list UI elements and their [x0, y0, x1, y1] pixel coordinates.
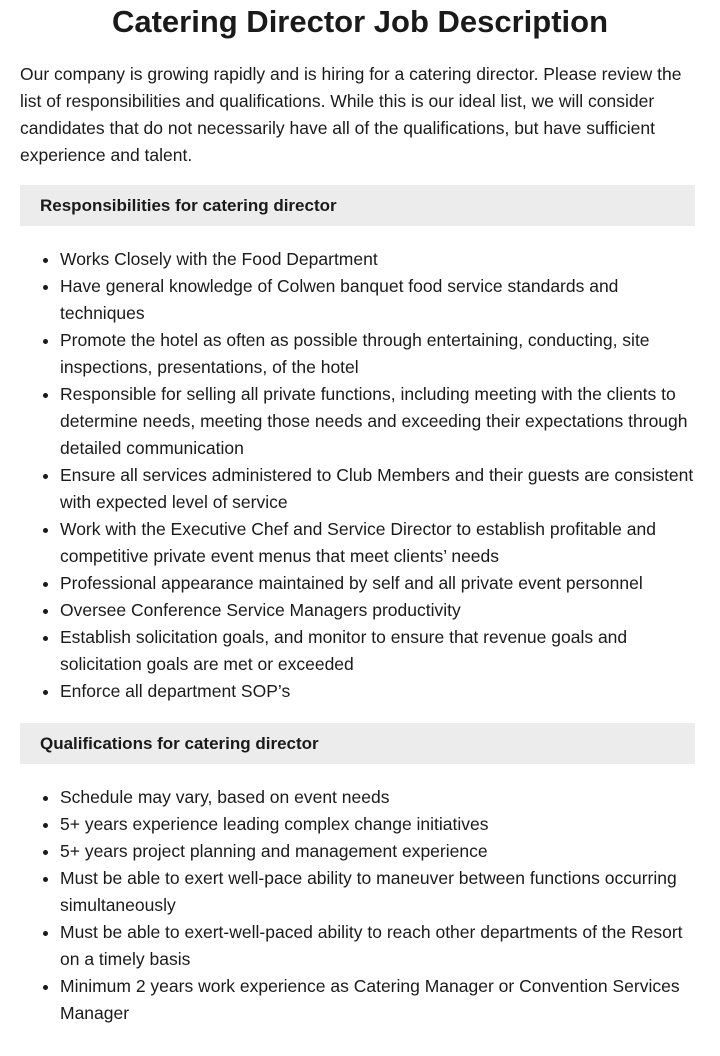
list-item: • Minimum 2 years work experience as Catering Manager or Convention Services Manager [60, 973, 700, 1027]
qualifications-heading: Qualifications for catering director [20, 723, 695, 764]
list-item: • Have general knowledge of Colwen banquet food service standards and techniques [60, 273, 700, 327]
list-item: • Must be able to exert-well-paced ability to reach other departments of the Resort on a timely basis [60, 919, 700, 973]
list-item: • Works Closely with the Food Department [60, 246, 700, 273]
page-title: Catering Director Job Description [111, 4, 609, 39]
qualifications-list [20, 784, 700, 1027]
list-item: • Establish solicitation goals, and monitor to ensure that revenue goals and solicitation goals are met or exceeded [60, 624, 700, 678]
list-item: • Work with the Executive Chef and Service Director to establish profitable and competitive private event menus that meet clients’ needs [60, 516, 700, 570]
list-item: • Must be able to exert well-pace ability to maneuver between functions occurring simultaneously [60, 865, 700, 919]
responsibilities-list [20, 246, 700, 705]
responsibilities-heading: Responsibilities for catering director [20, 185, 695, 226]
intro-paragraph: Our company is growing rapidly and is hiring for a catering director. Please review the list of responsibilities and qualifications. While this is our ideal list, we will consider candidates that do not necessarily have all of the qualifications, but have sufficient experience and talent. [20, 64, 682, 165]
list-item: • Schedule may vary, based on event needs [60, 784, 700, 811]
list-item: • 5+ years experience leading complex change initiatives [60, 811, 700, 838]
list-item: • Ensure all services administered to Club Members and their guests are consistent with expected level of service [60, 462, 700, 516]
list-item: • Promote the hotel as often as possible through entertaining, conducting, site inspections, presentations, of the hotel [60, 327, 700, 381]
list-item: • 5+ years project planning and management experience [60, 838, 700, 865]
list-item: • Responsible for selling all private functions, including meeting with the clients to determine needs, meeting those needs and exceeding their expectations through detailed communication [60, 381, 700, 462]
list-item: • Professional appearance maintained by self and all private event personnel [60, 570, 700, 597]
list-item: • Oversee Conference Service Managers productivity [60, 597, 700, 624]
list-item: • Enforce all department SOP’s [60, 678, 700, 705]
